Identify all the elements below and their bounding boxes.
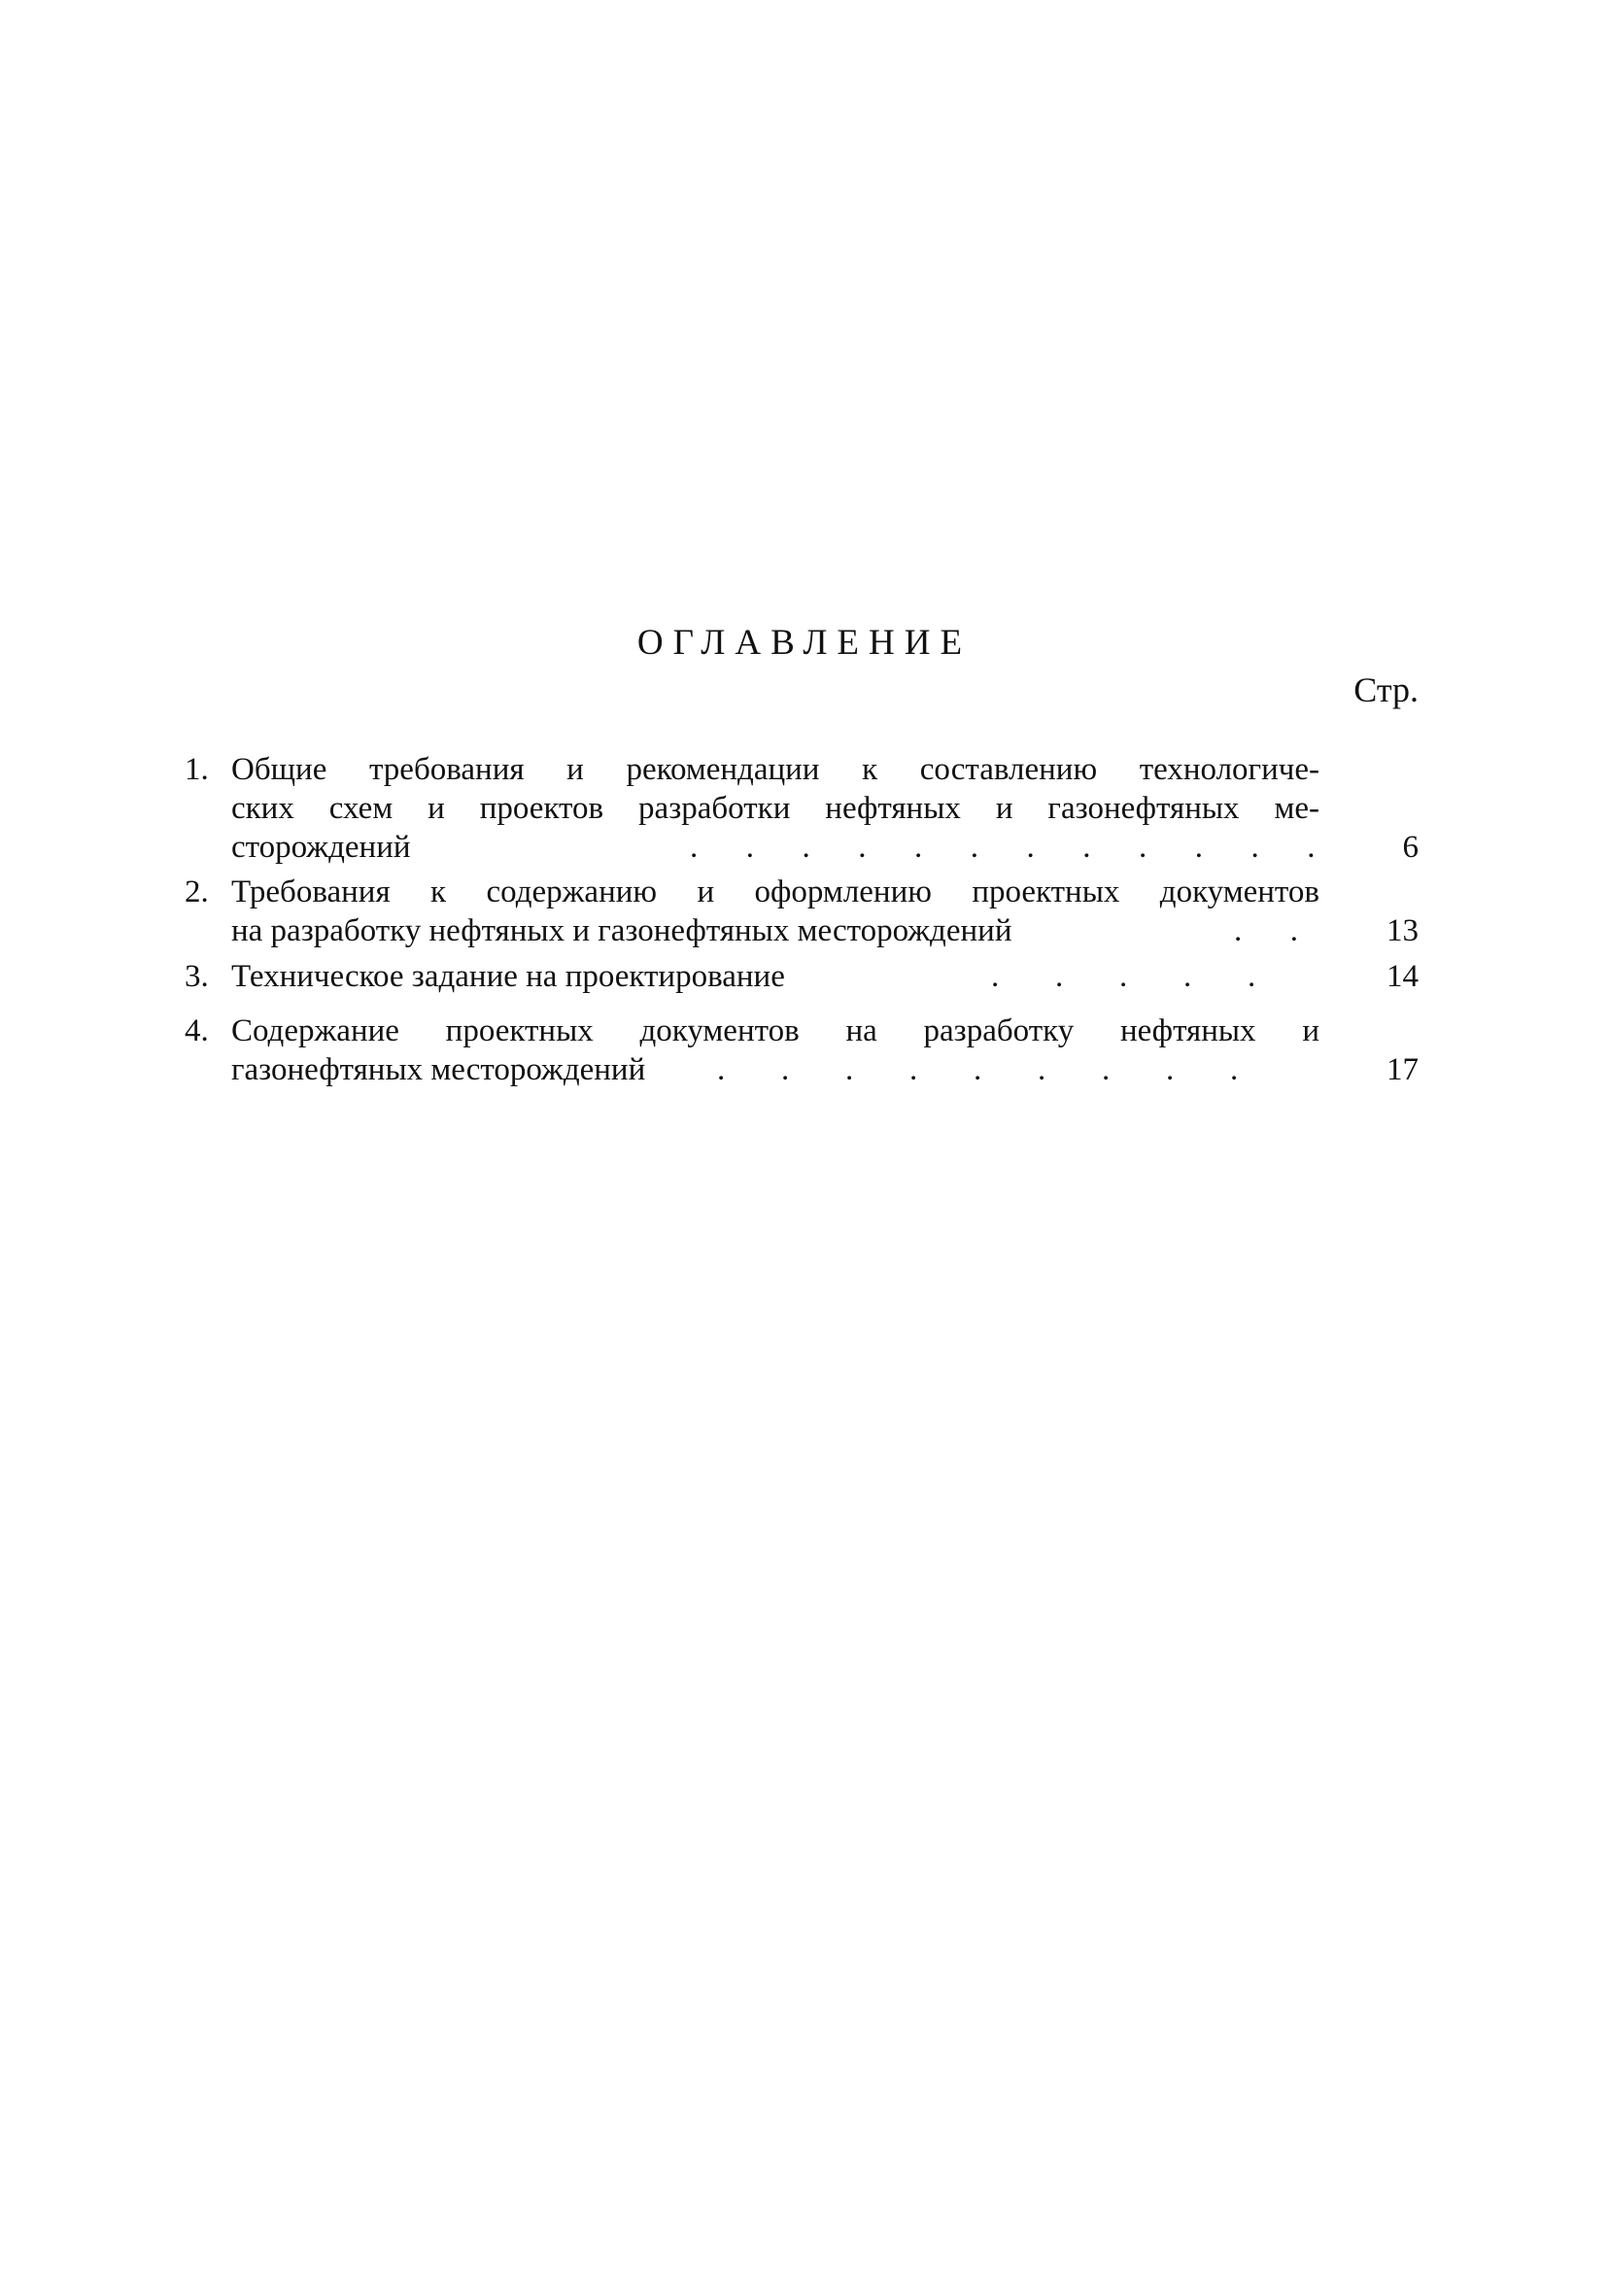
dot-leader: . . (1234, 913, 1298, 948)
toc-entry-line: Содержание проектных документов на разработку нефтяных и (231, 1013, 1319, 1048)
toc-entry-number: 4. (185, 1013, 209, 1048)
toc-entry-text (231, 873, 1319, 950)
toc-entry-2 (185, 873, 1419, 950)
toc-page-number: 14 (1386, 959, 1419, 994)
toc-entry-number: 2. (185, 874, 209, 909)
toc-entry-4 (185, 1011, 1419, 1089)
toc-entry-line: Общие требования и рекомендации к составлению технологиче- (231, 752, 1319, 787)
toc-entry-line: Требования к содержанию и оформлению проектных документов (231, 874, 1319, 909)
toc-title: ОГЛАВЛЕНИЕ (636, 623, 973, 663)
dot-leader: . . . . . . . . . (717, 1052, 1239, 1087)
toc-entry-line: на разработку нефтяных и газонефтяных месторождений (231, 913, 1012, 948)
page-column-header: Стр. (1353, 670, 1419, 709)
toc-page-number: 13 (1386, 913, 1419, 948)
toc-page-number: 17 (1386, 1052, 1419, 1087)
dot-leader: . . . . . . . . . . . . (690, 830, 1316, 865)
toc-entry-line: газонефтяных месторождений (231, 1052, 646, 1087)
toc-entry-line: ских схем и проектов разработки нефтяных и газонефтяных ме- (231, 791, 1319, 826)
dot-leader: . . . . . (991, 959, 1256, 994)
toc-entry-1 (185, 750, 1419, 867)
toc-entry-line: сторождений (231, 830, 411, 865)
toc-entry-number: 1. (185, 752, 209, 787)
toc-entry-3 (185, 957, 1419, 996)
toc-entry-number: 3. (185, 959, 209, 994)
toc-entry-line: Техническое задание на проектирование (231, 959, 785, 994)
toc-page-number: 6 (1402, 830, 1419, 865)
